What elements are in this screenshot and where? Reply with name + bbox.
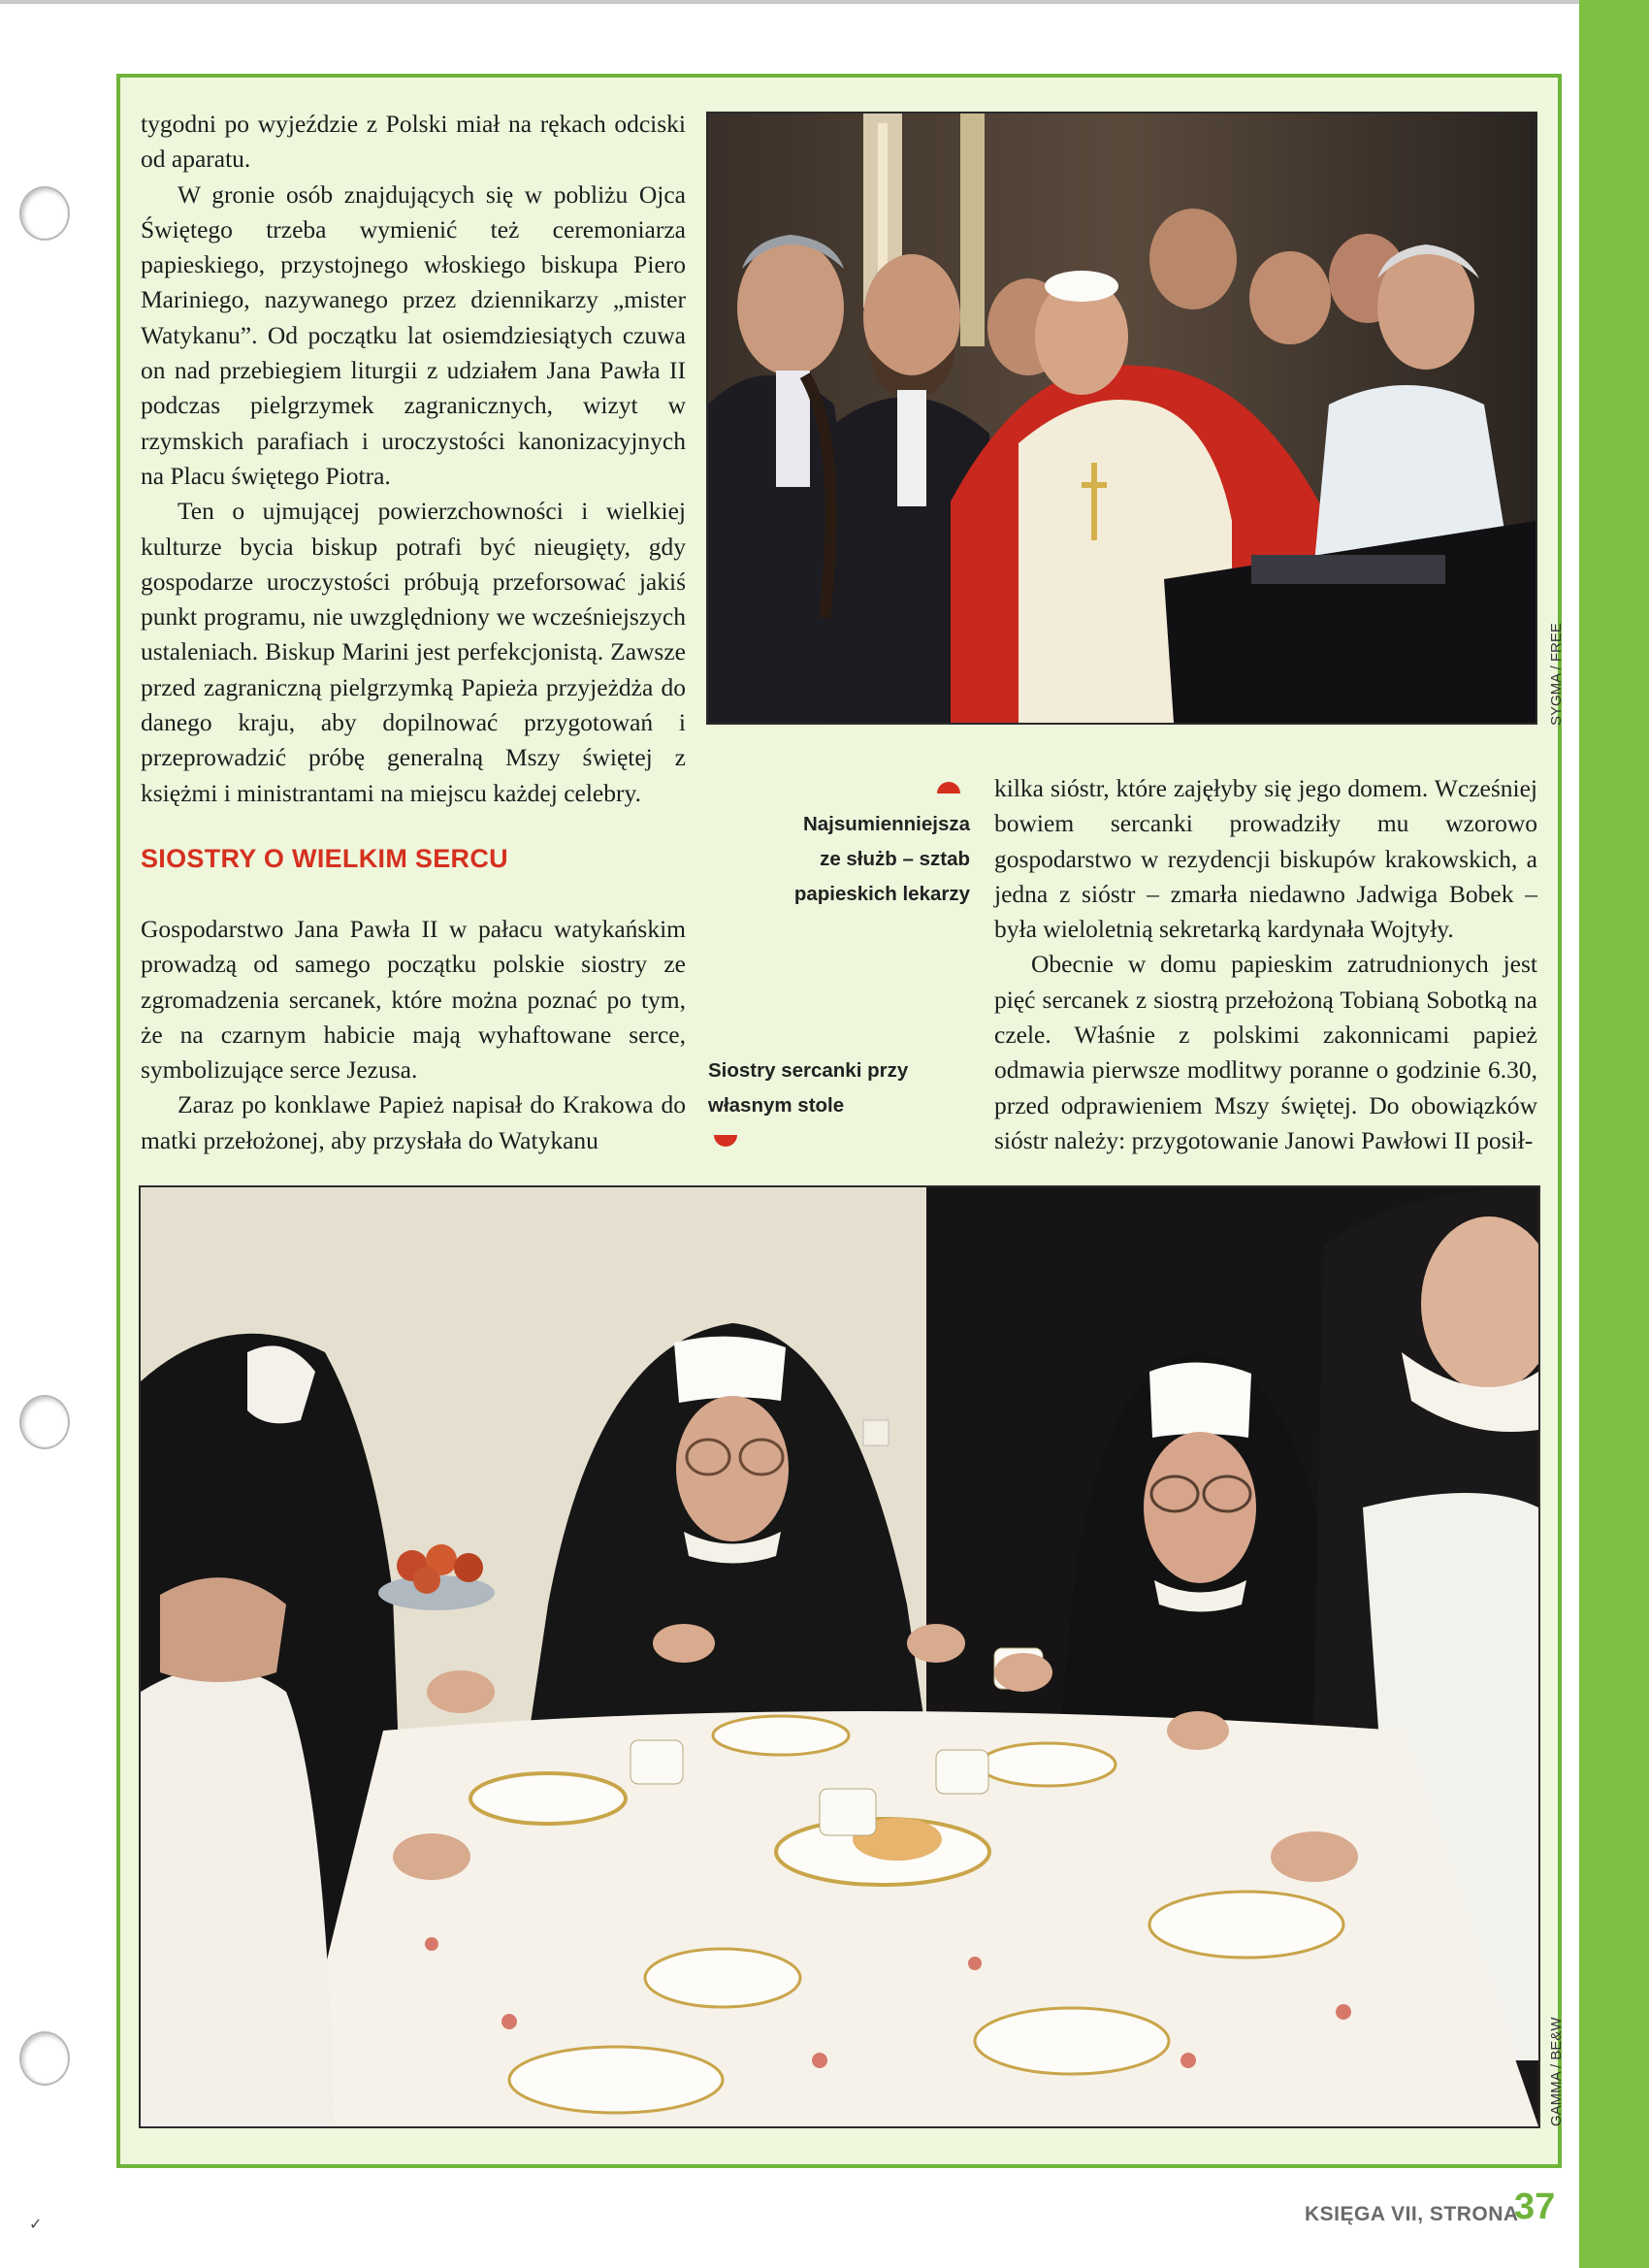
paragraph: W gronie osób znajdujących się w pobliżu Ojca Świętego trzeba wymienić też ceremoniarza papieskiego, przystojnego włoskiego biskupa Piero Mariniego, nazywanego przez dziennikarzy „mister Watykanu”. Od początku lat osiemdziesiątych czuwa on nad przebiegiem liturgii z udziałem Jana Pawła II podczas pielgrzymek zagranicznych, wizyt w rzymskich parafiach i uroczystości kanonizacyjnych na Placu świętego Piotra.	[141, 179, 686, 490]
binder-hole-1	[19, 186, 70, 241]
photo-credit-bottom: GAMMA / BE&W	[1548, 2017, 1565, 2126]
page-number: 37	[1514, 2187, 1556, 2227]
paragraph: Ten o ujmującej powierzchowności i wielkiej kulturze bycia biskup potrafi być nieugięty, gdy gospodarze uroczystości próbują przeforsować jakiś punkt programu, nie uwzględniony we wcześniejszych ustaleniach. Biskup Marini jest perfekcjonistą. Zawsze przed zagraniczną pielgrzymką Papieża przyjeżdża do danego kraju, aby dopilnować przygotowań i przeprowadzić próbę generalną Mszy świętej z księżmi i ministrantami na miejscu każdej celebry.	[141, 497, 686, 807]
photo-nuns-at-table	[139, 1185, 1540, 2128]
article-column-1-bottom	[141, 912, 686, 1158]
caption-line: Siostry sercanki przy	[708, 1059, 909, 1082]
caption-line: Najsumienniejsza	[802, 813, 970, 835]
caption-line: własnym stole	[708, 1094, 845, 1117]
binder-hole-2	[19, 1395, 70, 1449]
caption-bottom	[708, 1053, 941, 1123]
paragraph: Zaraz po konklawe Papież napisał do Krakowa do matki przełożonej, aby przysłała do Watykanu	[141, 1090, 686, 1154]
scan-mark: ✓	[29, 2217, 43, 2233]
article-column-1-top	[141, 107, 686, 811]
caption-line: papieskich lekarzy	[793, 883, 970, 905]
section-heading: SIOSTRY O WIELKIM SERCU	[141, 844, 508, 873]
paragraph: tygodni po wyjeździe z Polski miał na rękach odciski od aparatu.	[141, 110, 686, 174]
paragraph: Obecnie w domu papieskim zatrudnionych jest pięć sercanek z siostrą przełożoną Tobianą Sobotką na czele. Właśnie z polskimi zakonnicami papież odmawia pierwsze modlitwy poranne o godzinie 6.30, przed odprawieniem Mszy świętej. Do obowiązków sióstr należy: przygotowanie Janowi Pawłowi II posił-	[994, 950, 1537, 1154]
photo-credit-top: SYGMA / FREE	[1548, 623, 1565, 726]
paragraph: kilka sióstr, które zajęłyby się jego domem. Wcześniej bowiem sercanki prowadziły mu wzorowo gospodarstwo w rezydencji biskupów krakowskich, a jedna z sióstr – zmarła niedawno Jadwiga Bobek – była wieloletnią sekretarką kardynała Wojtyły.	[994, 774, 1537, 944]
nuns-photo-illustration	[141, 1187, 1538, 2126]
footer-section-label: KSIĘGA VII, STRONA	[1305, 2203, 1519, 2225]
caption-line: ze służb – sztab	[820, 848, 970, 870]
paragraph: Gospodarstwo Jana Pawła II w pałacu watykańskim prowadzą od samego początku polskie siostry ze zgromadzenia sercanek, które można poznać po tym, że na czarnym habicie mają wyhaftowane serce, symbolizujące serce Jezusa.	[141, 915, 686, 1085]
article-column-3	[994, 771, 1537, 1158]
binder-hole-3	[19, 2031, 70, 2086]
page-top-edge	[0, 0, 1579, 4]
green-edge-bar	[1579, 0, 1649, 2268]
photo-pope-with-doctors	[706, 112, 1537, 725]
caption-top	[726, 807, 970, 912]
pope-photo-illustration	[708, 113, 1536, 723]
